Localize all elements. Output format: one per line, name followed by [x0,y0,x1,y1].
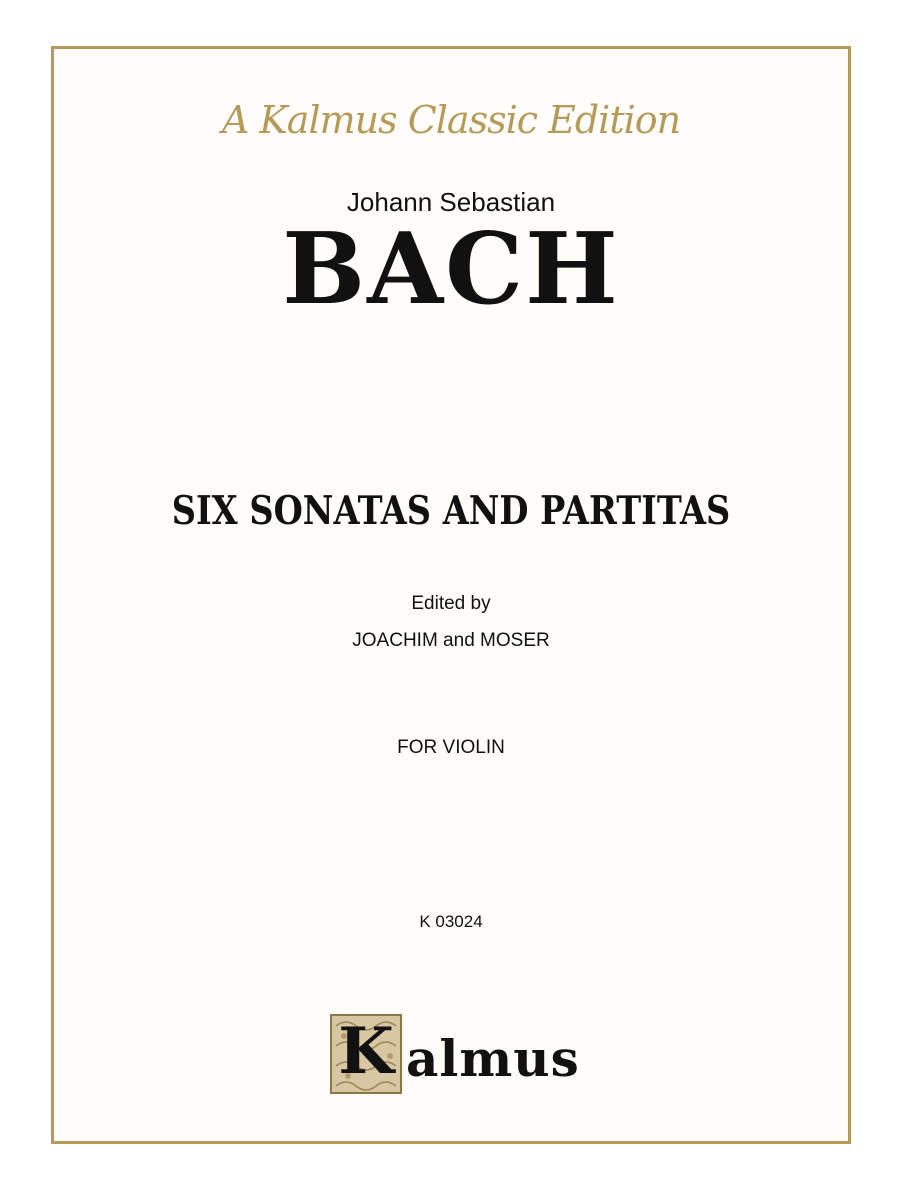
logo-initial-letter: K [338,1014,394,1089]
edited-by-label: Edited by [411,593,491,614]
publisher-logo [330,1014,580,1094]
editors-names: JOACHIM and MOSER [352,630,550,651]
gold-border-frame [51,46,851,1144]
composer-first-names: Johann Sebastian [346,187,556,217]
instrument-line: FOR VIOLIN [397,737,505,758]
catalog-number: K 03024 [419,912,483,931]
composer-surname: BACH [282,212,620,327]
logo-wordmark: almus [406,1029,580,1088]
series-title: A Kalmus Classic Edition [221,98,681,142]
logo-ornamental-panel [330,1014,402,1094]
work-title: SIX SONATAS AND PARTITAS [171,488,731,534]
